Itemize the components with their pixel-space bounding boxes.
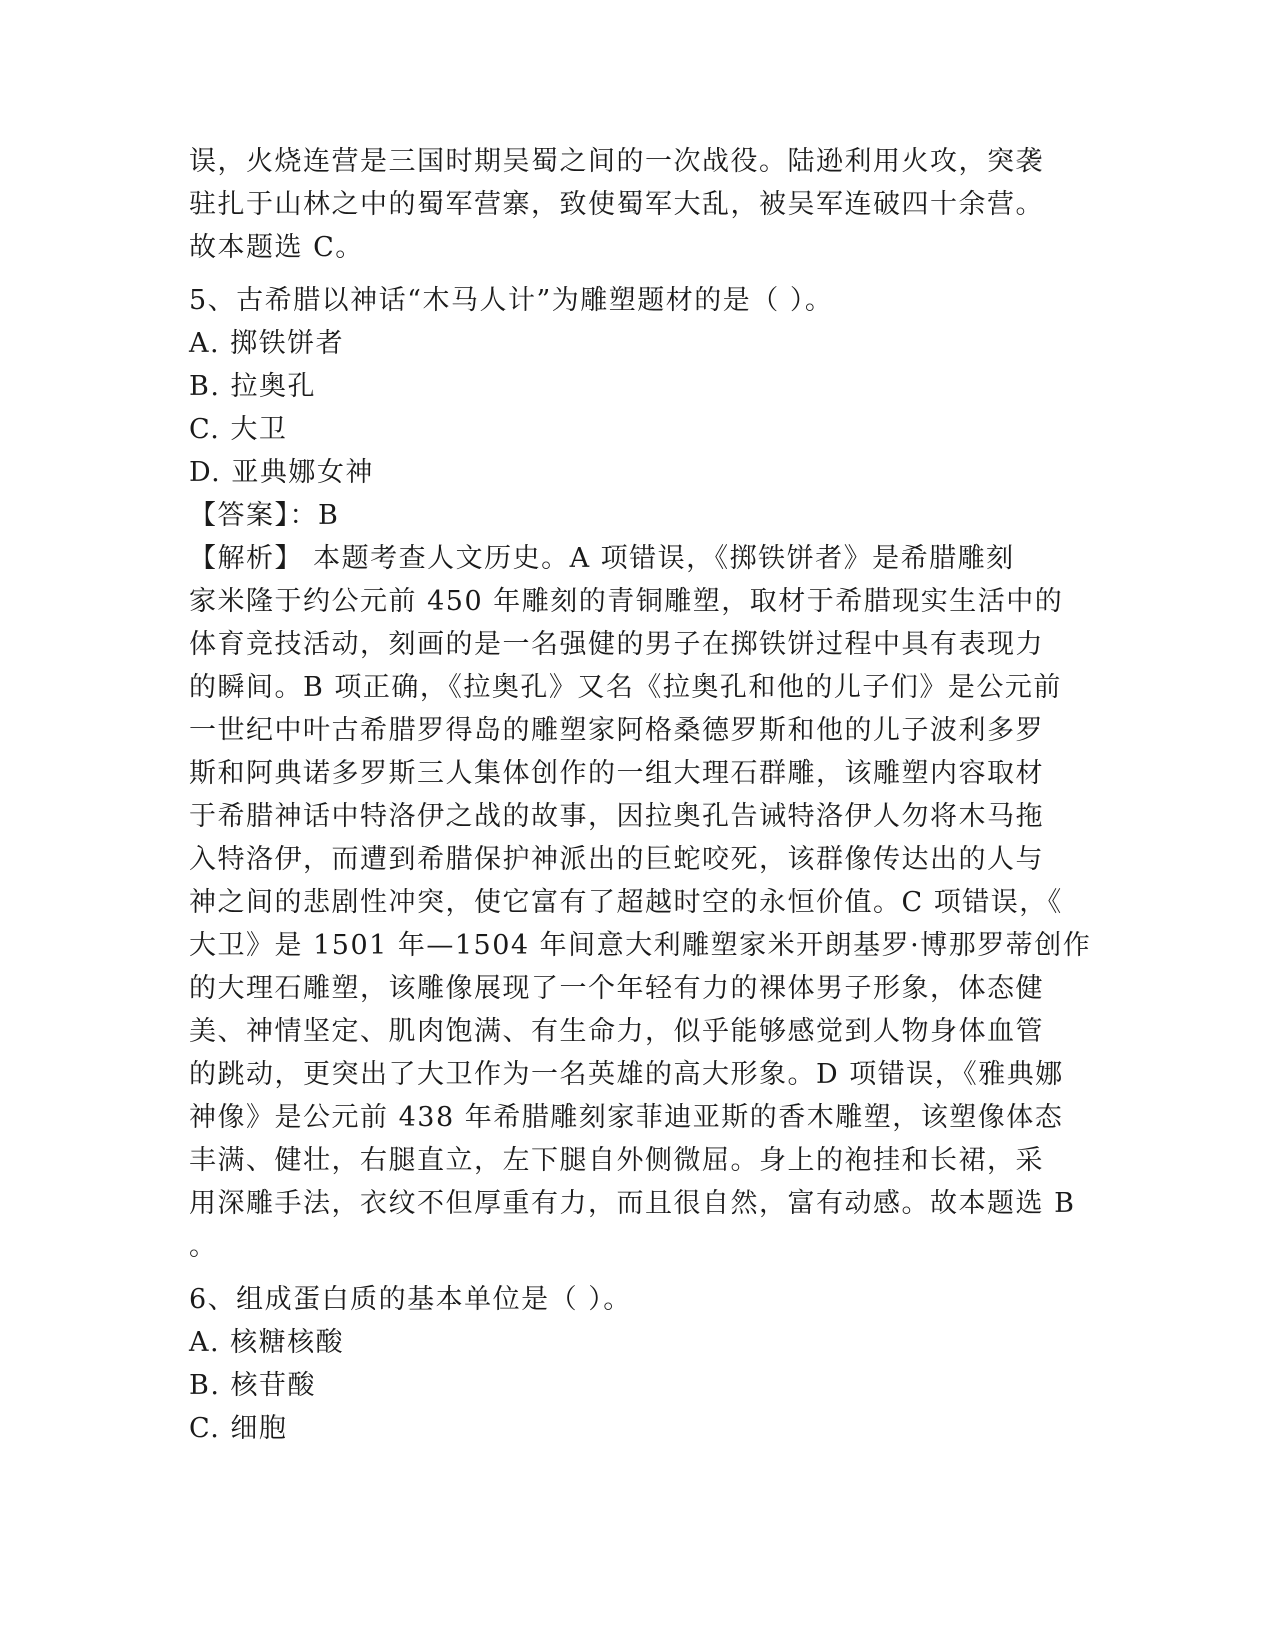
- text-line: 用深雕手法，衣纹不但厚重有力，而且很自然，富有动感。故本题选 B: [189, 1188, 1076, 1219]
- explanation: [189, 537, 1092, 1268]
- option-b: B. 核苷酸: [189, 1370, 317, 1401]
- text-line: 体育竞技活动，刻画的是一名强健的男子在掷铁饼过程中具有表现力: [189, 629, 1044, 660]
- text-line: 大卫》是 1501 年—1504 年间意大利雕塑家米开朗基罗·博那罗蒂创作: [189, 930, 1092, 961]
- text-line: 。: [189, 1231, 218, 1262]
- text-line: 美、神情坚定、肌肉饱满、有生命力，似乎能够感觉到人物身体血管: [189, 1016, 1044, 1047]
- option-a: A. 核糖核酸: [189, 1327, 345, 1358]
- text-line: 的跳动，更突出了大卫作为一名英雄的高大形象。D 项错误，《雅典娜: [189, 1059, 1064, 1090]
- text-line: 丰满、健壮，右腿直立，左下腿自外侧微屈。身上的袍挂和长裙，采: [189, 1145, 1044, 1176]
- question-text: 6、组成蛋白质的基本单位是（ ）。: [189, 1284, 632, 1315]
- option-b: B. 拉奥孔: [189, 371, 317, 402]
- text-line: 误，火烧连营是三国时期吴蜀之间的一次战役。陆逊利用火攻，突袭: [189, 146, 1044, 177]
- question-5: [189, 279, 1092, 1268]
- option-c: C. 细胞: [189, 1413, 288, 1444]
- text-line: 入特洛伊，而遭到希腊保护神派出的巨蛇咬死，该群像传达出的人与: [189, 844, 1044, 875]
- text-line: 神之间的悲剧性冲突，使它富有了超越时空的永恒价值。C 项错误，《: [189, 887, 1063, 918]
- text-line: 驻扎于山林之中的蜀军营寨，致使蜀军大乱，被吴军连破四十余营。: [189, 189, 1044, 220]
- text-line: 【解析】 本题考查人文历史。A 项错误，《掷铁饼者》是希腊雕刻: [189, 543, 1015, 574]
- text-line: 神像》是公元前 438 年希腊雕刻家菲迪亚斯的香木雕塑，该塑像体态: [189, 1102, 1064, 1133]
- text-line: 一世纪中叶古希腊罗得岛的雕塑家阿格桑德罗斯和他的儿子波利多罗: [189, 715, 1044, 746]
- question-6: [189, 1278, 1089, 1450]
- option-c: C. 大卫: [189, 414, 288, 445]
- text-line: 家米隆于约公元前 450 年雕刻的青铜雕塑，取材于希腊现实生活中的: [189, 586, 1064, 617]
- option-a: A. 掷铁饼者: [189, 328, 345, 359]
- text-line: 的瞬间。B 项正确，《拉奥孔》又名《拉奥孔和他的儿子们》是公元前: [189, 672, 1062, 703]
- document-page: [189, 140, 1092, 1450]
- answer-line: 【答案】：B: [189, 500, 340, 531]
- option-d: D. 亚典娜女神: [189, 457, 374, 488]
- text-line: 斯和阿典诺多罗斯三人集体创作的一组大理石群雕，该雕塑内容取材: [189, 758, 1044, 789]
- question-text: 5、古希腊以神话“木马人计”为雕塑题材的是（ ）。: [189, 285, 834, 316]
- previous-explanation: [189, 140, 1089, 269]
- text-line: 故本题选 C。: [189, 232, 364, 263]
- text-line: 的大理石雕塑，该雕像展现了一个年轻有力的裸体男子形象，体态健: [189, 973, 1044, 1004]
- text-line: 于希腊神话中特洛伊之战的故事，因拉奥孔告诫特洛伊人勿将木马拖: [189, 801, 1044, 832]
